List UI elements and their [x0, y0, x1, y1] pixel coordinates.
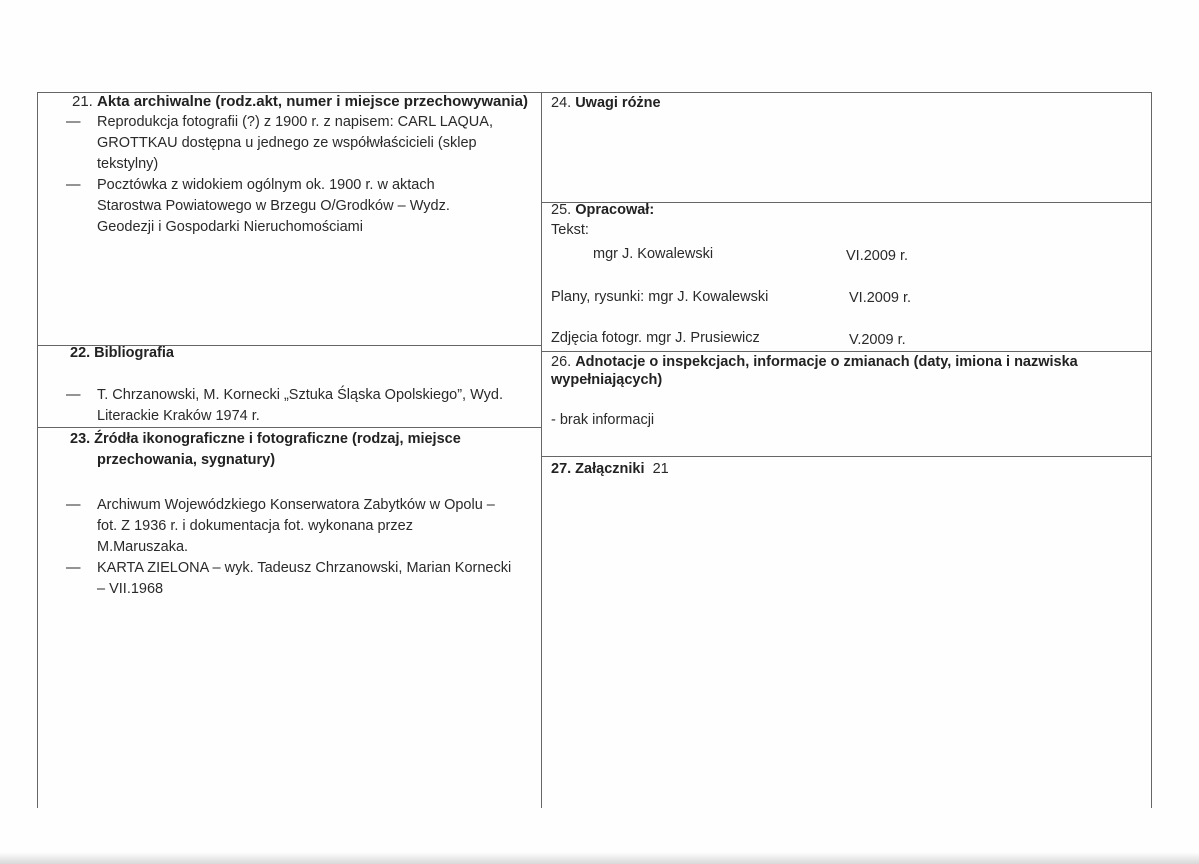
archival-item-2-line-3: Geodezji i Gospodarki Nieruchomościami: [97, 219, 363, 235]
dash-icon: —: [66, 114, 81, 130]
archival-item-2-line-2: Starostwa Powiatowego w Brzegu O/Grodków – Wydz.: [97, 198, 450, 214]
table-left-border: [37, 92, 38, 808]
attachments-count: 21: [652, 461, 669, 477]
source-item-1-line-1: Archiwum Wojewódzkiego Konserwatora Zabytków w Opolu –: [97, 497, 495, 513]
section-title: 27. Załączniki: [551, 461, 645, 477]
section-title: Adnotacje o inspekcjach, informacje o zmianach (daty, imiona i nazwiska: [575, 354, 1078, 370]
section-26-heading-line-2: wypełniających): [551, 372, 663, 388]
column-divider: [541, 92, 542, 808]
author-plans-date: VI.2009 r.: [849, 290, 912, 306]
inspection-notes-value: - brak informacji: [551, 412, 655, 428]
source-item-1-line-3: M.Maruszaka.: [97, 539, 189, 555]
section-title: Akta archiwalne (rodz.akt, numer i miejsce przechowywania): [97, 93, 529, 110]
author-text-date: VI.2009 r.: [846, 248, 909, 264]
author-photos: Zdjęcia fotogr. mgr J. Prusiewicz: [551, 330, 760, 346]
archival-item-2-line-1: Pocztówka z widokiem ogólnym ok. 1900 r. w aktach: [97, 177, 435, 193]
section-21-heading: [72, 91, 528, 112]
dash-icon: —: [66, 497, 81, 513]
section-number: 21.: [72, 93, 93, 110]
source-item-2-line-1: KARTA ZIELONA – wyk. Tadeusz Chrzanowski, Marian Kornecki: [97, 560, 512, 576]
row-divider-23: [37, 427, 541, 428]
archival-item-1-line-3: tekstylny): [97, 156, 159, 172]
section-25-heading: [551, 200, 654, 221]
dash-icon: —: [66, 177, 81, 193]
scan-edge-shadow: [0, 852, 1199, 864]
dash-icon: —: [66, 560, 81, 576]
author-plans: Plany, rysunki: mgr J. Kowalewski: [551, 289, 769, 305]
section-27-heading: [551, 459, 669, 480]
section-23-heading-line-1: 23. Źródła ikonograficzne i fotograficzne (rodzaj, miejsce: [70, 431, 461, 447]
author-photos-date: V.2009 r.: [849, 332, 906, 348]
section-number: 24.: [551, 95, 572, 111]
table-right-border: [1151, 92, 1152, 808]
bibliography-line-1: T. Chrzanowski, M. Kornecki „Sztuka Śląska Opolskiego”, Wyd.: [97, 387, 504, 403]
section-number: 25.: [551, 202, 572, 218]
archival-item-1-line-2: GROTTKAU dostępna u jednego ze współwłaścicieli (sklep: [97, 135, 477, 151]
section-23-heading-line-2: przechowania, sygnatury): [97, 452, 276, 468]
row-divider-27: [541, 456, 1151, 457]
section-title: Opracował:: [575, 202, 655, 218]
source-item-1-line-2: fot. Z 1936 r. i dokumentacja fot. wykonana przez: [97, 518, 413, 534]
section-title: Uwagi różne: [575, 95, 661, 111]
author-text: mgr J. Kowalewski: [593, 246, 714, 262]
source-item-2-line-2: – VII.1968: [97, 581, 164, 597]
section-number: 26.: [551, 354, 572, 370]
text-label: Tekst:: [551, 222, 589, 238]
archival-item-1-line-1: Reprodukcja fotografii (?) z 1900 r. z napisem: CARL LAQUA,: [97, 114, 493, 130]
bibliography-line-2: Literackie Kraków 1974 r.: [97, 408, 260, 424]
section-22-heading: 22. Bibliografia: [70, 345, 174, 361]
dash-icon: —: [66, 387, 81, 403]
section-24-heading: [551, 93, 661, 114]
